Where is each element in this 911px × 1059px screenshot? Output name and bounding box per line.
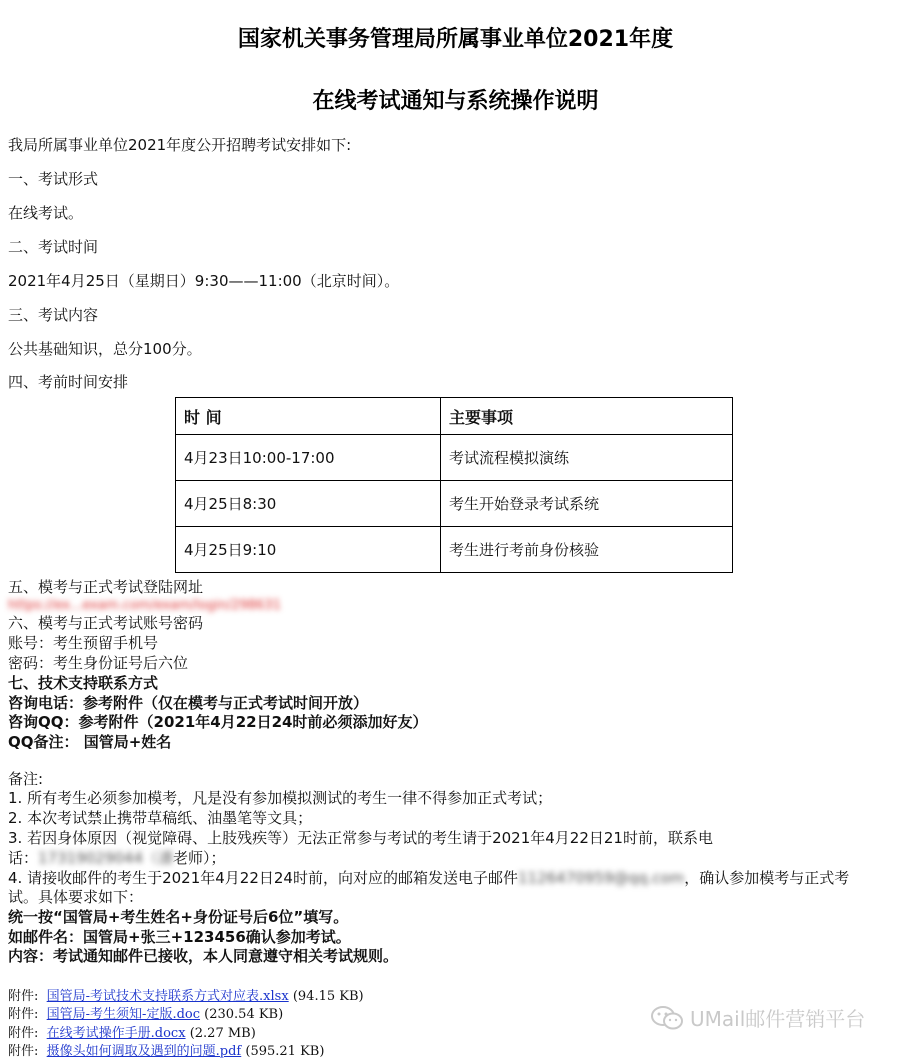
attachment-size: (94.15 KB) — [292, 989, 364, 1004]
requirement-1: 统一按“国管局+考生姓名+身份证号后6位”填写。 — [8, 908, 349, 926]
intro-text: 我局所属事业单位2021年度公开招聘考试安排如下: — [8, 136, 352, 154]
account-text: 账号：考生预留手机号 — [8, 634, 159, 652]
note-3b — [8, 847, 226, 868]
section-3-title: 三、考试内容 — [8, 306, 99, 324]
page-title-line1: 国家机关事务管理局所属事业单位2021年度 — [237, 27, 674, 52]
note-4a — [8, 867, 849, 888]
redacted-email: 1126470959@qq.com — [517, 869, 685, 887]
watermark-text: UMail邮件营销平台 — [690, 1007, 866, 1031]
schedule-table — [175, 397, 733, 573]
table-header-row — [176, 398, 733, 435]
attachment-size: (2.27 MB) — [189, 1026, 256, 1041]
password-text: 密码：考生身份证号后六位 — [8, 654, 189, 672]
section-1-body: 在线考试。 — [8, 204, 84, 222]
table-header-item: 主要事项 — [441, 398, 733, 435]
note-3b-prefix: 话： — [8, 849, 39, 867]
attachment-link[interactable]: 国管局-考生须知-定版.doc — [46, 1007, 201, 1022]
notes-label: 备注: — [8, 770, 44, 788]
section-2-title: 二、考试时间 — [8, 238, 99, 256]
note-4b: 试。具体要求如下： — [8, 888, 144, 906]
note-2: 2. 本次考试禁止携带草稿纸、油墨笔等文具； — [8, 809, 313, 827]
requirement-3: 内容：考试通知邮件已接收，本人同意遵守相关考试规则。 — [8, 947, 399, 965]
attachment-size: (230.54 KB) — [204, 1007, 284, 1022]
requirement-2: 如邮件名：国管局+张三+123456确认参加考试。 — [8, 928, 351, 946]
table-row — [176, 435, 733, 481]
attachment-size: (595.21 KB) — [245, 1044, 325, 1059]
attachment-row — [8, 1040, 324, 1059]
attachment-link[interactable]: 国管局-考试技术支持联系方式对应表.xlsx — [46, 989, 289, 1004]
table-row — [176, 527, 733, 573]
attachment-link[interactable]: 在线考试操作手册.docx — [46, 1026, 186, 1041]
section-1-title: 一、考试形式 — [8, 170, 99, 188]
attachment-link[interactable]: 摄像头如何调取及遇到的问题.pdf — [46, 1044, 242, 1059]
support-qq-text: 咨询QQ：参考附件（2021年4月22日24时前必须添加好友） — [8, 713, 428, 731]
table-header-time: 时 间 — [176, 398, 441, 435]
section-2-body: 2021年4月25日（星期日）9:30——11:00（北京时间）。 — [8, 272, 400, 290]
table-cell-item: 考生进行考前身份核验 — [441, 527, 733, 573]
attachment-row — [8, 985, 364, 1004]
table-row — [176, 481, 733, 527]
table-cell-item: 考生开始登录考试系统 — [441, 481, 733, 527]
note-1: 1. 所有考生必须参加模考，凡是没有参加模拟测试的考生一律不得参加正式考试； — [8, 789, 553, 807]
table-cell-item: 考试流程模拟演练 — [441, 435, 733, 481]
qq-note-text: QQ备注： 国管局+姓名 — [8, 733, 172, 751]
table-cell-time: 4月25日8:30 — [176, 481, 441, 527]
wechat-icon — [650, 1005, 684, 1031]
section-7-title: 七、技术支持联系方式 — [8, 674, 159, 692]
note-3b-suffix: 老师）； — [173, 849, 226, 867]
redacted-url[interactable]: https://ex...exam.com/exam/login/298631 — [8, 598, 281, 613]
section-4-title: 四、考前时间安排 — [8, 373, 129, 391]
table-cell-time: 4月25日9:10 — [176, 527, 441, 573]
note-4a-prefix: 4. 请接收邮件的考生于2021年4月22日24时前，向对应的邮箱发送电子邮件 — [8, 869, 518, 887]
attachment-label: 附件: — [8, 1026, 39, 1041]
attachment-row — [8, 1022, 256, 1041]
attachment-label: 附件: — [8, 989, 39, 1004]
note-3a: 3. 若因身体原因（视觉障碍、上肢残疾等）无法正常参与考试的考生请于2021年4月22日21时前，联系电 — [8, 829, 713, 847]
note-4a-suffix: ，确认参加模考与正式考 — [684, 869, 850, 887]
table-cell-time: 4月23日10:00-17:00 — [176, 435, 441, 481]
page-title-line2: 在线考试通知与系统操作说明 — [312, 89, 599, 114]
attachment-row — [8, 1003, 283, 1022]
attachment-label: 附件: — [8, 1007, 39, 1022]
watermark — [650, 1003, 865, 1032]
section-5-title: 五、模考与正式考试登陆网址 — [8, 578, 204, 596]
redacted-phone: 17319029044（潘 — [38, 849, 173, 867]
exam-url-redacted[interactable] — [8, 595, 281, 613]
section-6-title: 六、模考与正式考试账号密码 — [8, 614, 204, 632]
support-phone-text: 咨询电话：参考附件（仅在模考与正式考试时间开放） — [8, 694, 369, 712]
attachment-label: 附件: — [8, 1044, 39, 1059]
section-3-body: 公共基础知识，总分100分。 — [8, 340, 202, 358]
